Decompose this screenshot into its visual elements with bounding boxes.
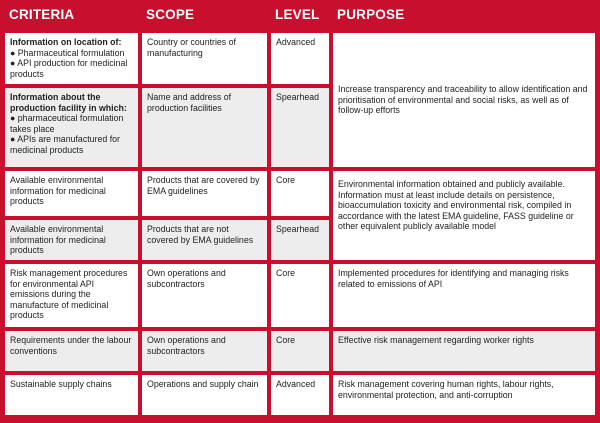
header-purpose: PURPOSE <box>337 7 405 22</box>
row2-criteria-title: Information about the production facility in which: <box>10 92 127 113</box>
row6-criteria: Requirements under the labour conventions <box>5 331 138 371</box>
row2-criteria <box>5 88 138 167</box>
row7-scope: Operations and supply chain <box>142 375 267 415</box>
row6-scope: Own operations and subcontractors <box>142 331 267 371</box>
row6-purpose: Effective risk management regarding worker rights <box>333 331 595 371</box>
row7-level: Advanced <box>271 375 329 415</box>
row2-level: Spearhead <box>271 88 329 167</box>
row3-scope: Products that are covered by EMA guidelines <box>142 171 267 216</box>
row7-purpose: Risk management covering human rights, labour rights, environmental protection, and anti-corruption <box>333 375 595 415</box>
row2-bullet-2: ● APIs are manufactured for medicinal products <box>10 134 120 155</box>
header-scope: SCOPE <box>146 7 195 22</box>
row2-bullet-1: ● pharmaceutical formulation takes place <box>10 113 124 134</box>
bullet-icon: ● <box>10 47 16 58</box>
row5-criteria: Risk management procedures for environmental API emissions during the manufacture of medicinal products <box>5 264 138 327</box>
row4-criteria: Available environmental information for medicinal products <box>5 220 138 260</box>
row1-criteria <box>5 33 138 84</box>
row2-scope: Name and address of production facilities <box>142 88 267 167</box>
bullet-icon: ● <box>10 134 16 145</box>
header-level: LEVEL <box>275 7 320 22</box>
row3-criteria: Available environmental information for medicinal products <box>5 171 138 216</box>
row6-level: Core <box>271 331 329 371</box>
purpose-environmental-information <box>333 171 595 260</box>
row1-bullet-1: ● Pharmaceutical formulation <box>10 47 125 58</box>
row3-level: Core <box>271 171 329 216</box>
row5-level: Core <box>271 264 329 327</box>
row5-scope: Own operations and subcontractors <box>142 264 267 327</box>
purpose-location-facility-text: Increase transparency and traceability to allow identification and prioritisation of environmental and social risks, as well as of follow-up efforts <box>338 84 588 116</box>
row5-purpose: Implemented procedures for identifying and managing risks related to emissions of API <box>333 264 595 327</box>
bullet-icon: ● <box>10 113 16 124</box>
row7-criteria: Sustainable supply chains <box>5 375 138 415</box>
row1-bullet-2: ● API production for medicinal products <box>10 58 128 79</box>
row4-level: Spearhead <box>271 220 329 260</box>
row1-level: Advanced <box>271 33 329 84</box>
purpose-location-facility <box>333 33 595 167</box>
purpose-environmental-information-text: Environmental information obtained and publicly available. Information must at least include details on persistence, bioaccumulation toxicity and environmental risk, compiled in accordance with the latest EMA guideline, FASS guideline or other equivalent publicly available model <box>338 179 574 232</box>
row1-criteria-title: Information on location of: <box>10 37 122 47</box>
bullet-icon: ● <box>10 58 16 69</box>
header-criteria: CRITERIA <box>9 7 75 22</box>
row1-scope: Country or countries of manufacturing <box>142 33 267 84</box>
row4-scope: Products that are not covered by EMA guidelines <box>142 220 267 260</box>
